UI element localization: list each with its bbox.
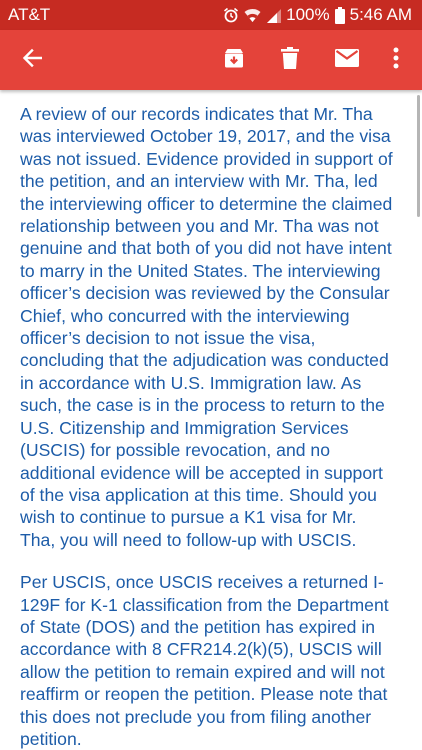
archive-icon bbox=[223, 47, 245, 74]
more-options-button[interactable] bbox=[372, 30, 420, 90]
wifi-icon bbox=[244, 8, 261, 23]
back-arrow-icon bbox=[22, 48, 42, 73]
carrier-label: AT&T bbox=[8, 5, 51, 24]
signal-icon bbox=[266, 8, 281, 23]
battery-icon bbox=[335, 7, 345, 24]
delete-button[interactable] bbox=[266, 30, 314, 90]
more-vert-icon bbox=[393, 47, 399, 74]
delete-icon bbox=[281, 47, 299, 74]
clock: 5:46 AM bbox=[349, 5, 412, 24]
mail-icon bbox=[335, 49, 359, 72]
battery-percent: 100% bbox=[286, 5, 330, 24]
status-bar bbox=[0, 0, 422, 30]
status-indicators bbox=[223, 5, 412, 25]
archive-button[interactable] bbox=[210, 30, 258, 90]
scrollbar[interactable] bbox=[417, 95, 420, 217]
message-paragraph: Per USCIS, once USCIS receives a returned I-129F for K-1 classification from the Department of State (DOS) and the petition has expired in accordance with 8 CFR214.2(k)(5), USCIS will allow the petition to remain expired and will not reaffirm or reopen the petition. Please note that this does not preclude you from filing another petition. bbox=[20, 572, 389, 749]
mail-button[interactable] bbox=[323, 30, 371, 90]
app-bar bbox=[0, 30, 422, 90]
back-button[interactable] bbox=[8, 30, 56, 90]
alarm-icon bbox=[223, 7, 239, 23]
message-paragraph: A review of our records indicates that Mr. Tha was interviewed October 19, 2017, and the visa was not issued. Evidence provided in support of the petition, and an interview with Mr. Tha, led the interviewing officer to determine the claimed relationship between you and Mr. Tha was not genuine and that both of you did not have intent to marry in the United States. The interviewing officer’s decision was reviewed by the Consular Chief, who concurred with the interviewing officer’s decision to not issue the visa, concluding that the adjudication was conducted in accordance with U.S. Immigration law. As such, the case is in the process to return to the U.S. Citizenship and Immigration Services (USCIS) for possible revocation, and no additional evidence will be accepted in support of the visa application at this time. Should you wish to continue to pursue a K1 visa for Mr. Tha, you will need to follow-up with USCIS. bbox=[20, 104, 393, 550]
message-body bbox=[0, 90, 422, 750]
